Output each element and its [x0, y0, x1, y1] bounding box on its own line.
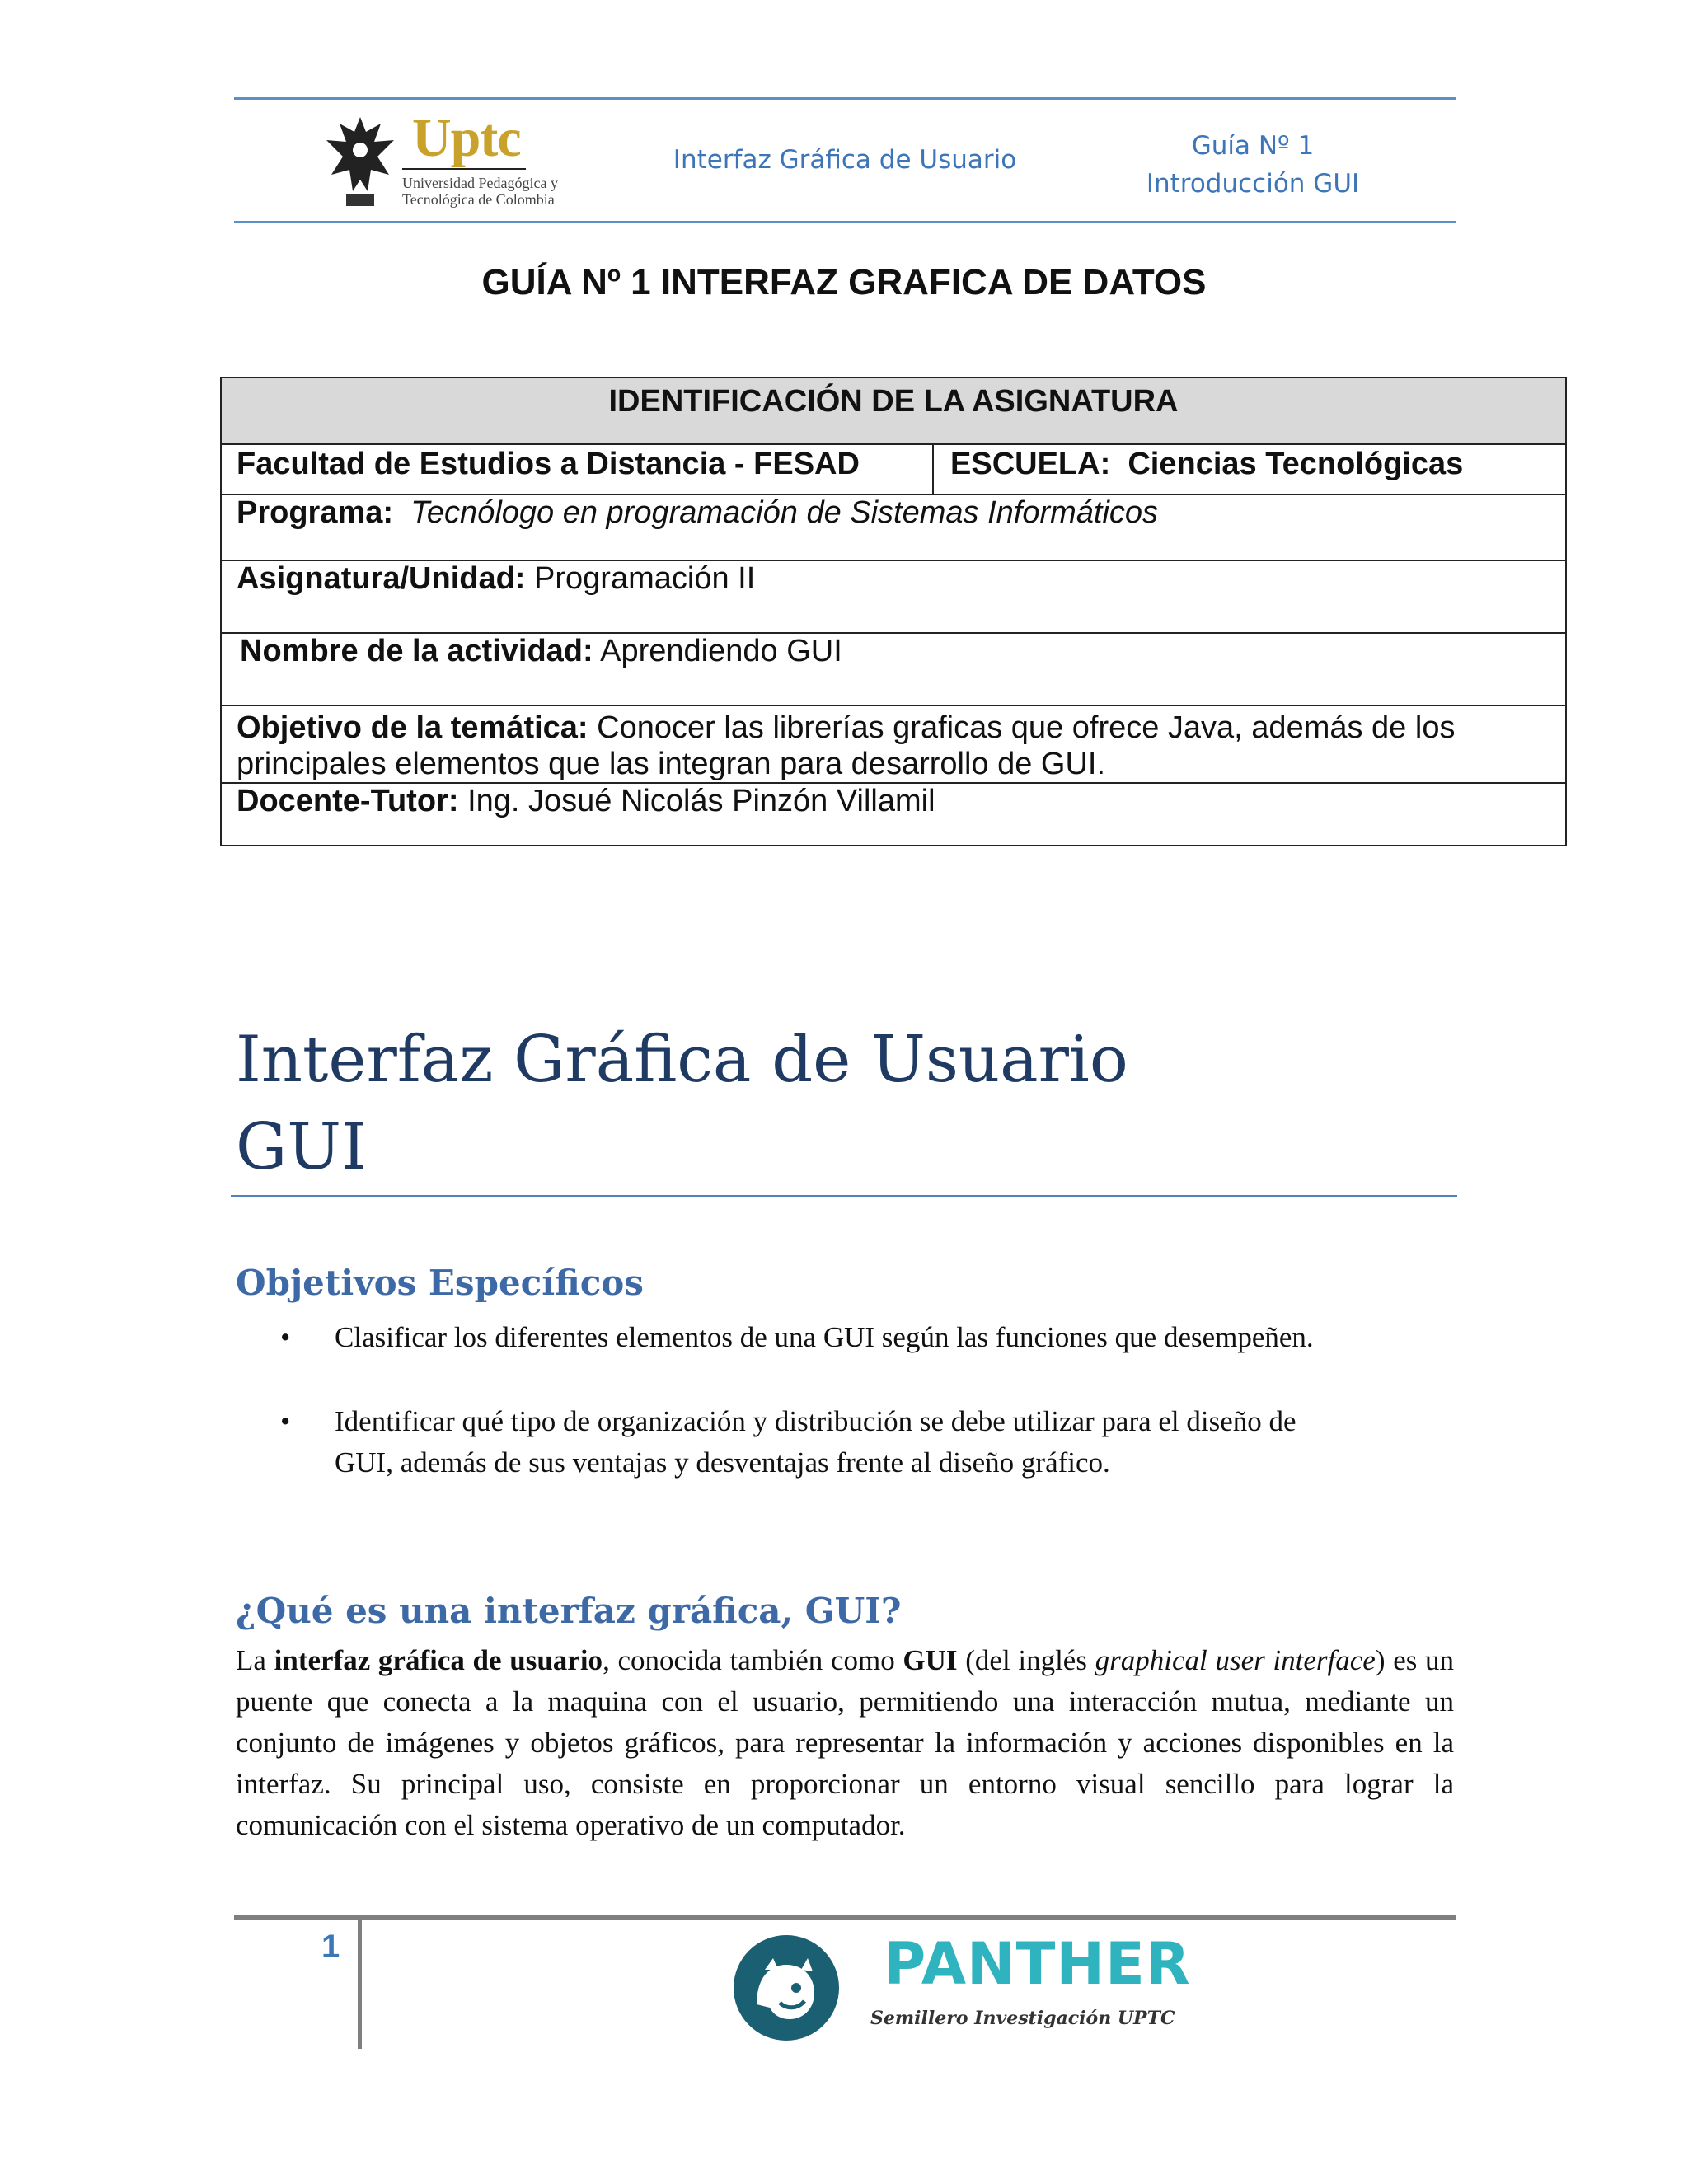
- footer-rule: [234, 1915, 1456, 1920]
- teacher-cell: [237, 784, 935, 819]
- bullet-icon: •: [280, 1405, 291, 1437]
- header-top-rule: [234, 97, 1456, 100]
- para-rest: ) es un puente que conecta a la maquina con el usuario, permitiendo una interacción mutua, mediante un conjunto de imágenes y objetos gráficos, para representar la información y acciones disponibles en la interfaz. Su principal uso, consiste en proporcionar un entorno visual sencillo para lograr la comunicación con el sistema operativo de un computador.: [236, 1644, 1455, 1841]
- program-label: Programa:: [237, 495, 394, 530]
- bullet-icon: •: [280, 1321, 291, 1353]
- program-cell: [237, 495, 1158, 531]
- objective-value-2: principales elementos que las integran para desarrollo de GUI.: [237, 747, 1106, 781]
- header-center-title: Interfaz Gráfica de Usuario: [673, 145, 1017, 175]
- eagle-emblem-icon: [323, 109, 397, 216]
- subject-value: Programación II: [534, 561, 756, 596]
- objective-cell: [237, 710, 1455, 782]
- header-bottom-rule: [234, 221, 1456, 223]
- header-guide-topic: Introducción GUI: [1146, 169, 1360, 199]
- para-del: (del inglés: [965, 1644, 1087, 1676]
- school-cell: [950, 447, 1463, 482]
- para-gui: GUI: [903, 1644, 958, 1676]
- program-value: Tecnólogo en programación de Sistemas Informáticos: [410, 495, 1159, 530]
- table-heading: IDENTIFICACIÓN DE LA ASIGNATURA: [222, 378, 1565, 443]
- faculty-cell: Facultad de Estudios a Distancia - FESAD: [237, 447, 860, 481]
- table-divider: [932, 445, 934, 494]
- para-term: interfaz gráfica de usuario: [274, 1644, 603, 1676]
- para-known: , conocida también como: [603, 1644, 895, 1676]
- para-english-term: graphical user interface: [1095, 1644, 1376, 1676]
- main-heading-line-2: GUI: [236, 1110, 367, 1184]
- teacher-value: Ing. Josué Nicolás Pinzón Villamil: [467, 784, 935, 818]
- logo-subtitle-2: Tecnológica de Colombia: [402, 191, 555, 208]
- objectives-heading: Objetivos Específicos: [236, 1263, 644, 1303]
- page-number: 1: [321, 1929, 340, 1965]
- activity-label: Nombre de la actividad:: [240, 634, 593, 668]
- table-row-activity: [222, 632, 1565, 705]
- table-row-teacher: [222, 782, 1565, 845]
- header-guide-number: Guía Nº 1: [1191, 131, 1315, 161]
- activity-value: Aprendiendo GUI: [600, 634, 842, 668]
- para-la: La: [236, 1644, 266, 1676]
- panther-subtitle: Semillero Investigación UPTC: [870, 2008, 1175, 2029]
- activity-cell: [240, 634, 842, 669]
- table-row-subject: [222, 560, 1565, 632]
- main-heading-rule: [231, 1195, 1457, 1197]
- objective-item-text: GUI, además de sus ventajas y desventajas frente al diseño gráfico.: [335, 1446, 1110, 1479]
- header-guide-info: [1104, 127, 1401, 203]
- table-row-objective: [222, 705, 1565, 782]
- objective-item-text: Clasificar los diferentes elementos de una GUI según las funciones que desempeñen.: [335, 1321, 1314, 1353]
- logo-subtitle-1: Universidad Pedagógica y: [402, 175, 558, 191]
- logo-rule: [402, 168, 526, 170]
- school-value: Ciencias Tecnológicas: [1128, 447, 1464, 481]
- teacher-label: Docente-Tutor:: [237, 784, 459, 818]
- main-heading-line-1: Interfaz Gráfica de Usuario: [236, 1023, 1128, 1097]
- objective-label: Objetivo de la temática:: [237, 710, 588, 745]
- logo-wordmark: Uptc: [412, 108, 521, 168]
- uptc-logo: [323, 108, 558, 216]
- subject-cell: [237, 561, 755, 597]
- what-is-gui-paragraph: [236, 1640, 1454, 1846]
- identification-table: [220, 377, 1567, 846]
- what-is-gui-heading: ¿Qué es una interfaz gráfica, GUI?: [236, 1591, 902, 1631]
- school-label: ESCUELA:: [950, 447, 1111, 481]
- panther-bear-icon: [732, 1933, 841, 2042]
- objective-item-text: Identificar qué tipo de organización y distribución se debe utilizar para el diseño de: [335, 1405, 1296, 1437]
- objective-value-1: Conocer las librerías graficas que ofrece Java, además de los: [597, 710, 1456, 745]
- table-row-program: [222, 494, 1565, 560]
- panther-brand: PANTHER: [884, 1930, 1191, 1998]
- document-title: GUÍA Nº 1 INTERFAZ GRAFICA DE DATOS: [481, 262, 1207, 302]
- subject-label: Asignatura/Unidad:: [237, 561, 526, 596]
- footer-divider: [358, 1920, 362, 2049]
- table-row-faculty: [222, 443, 1565, 494]
